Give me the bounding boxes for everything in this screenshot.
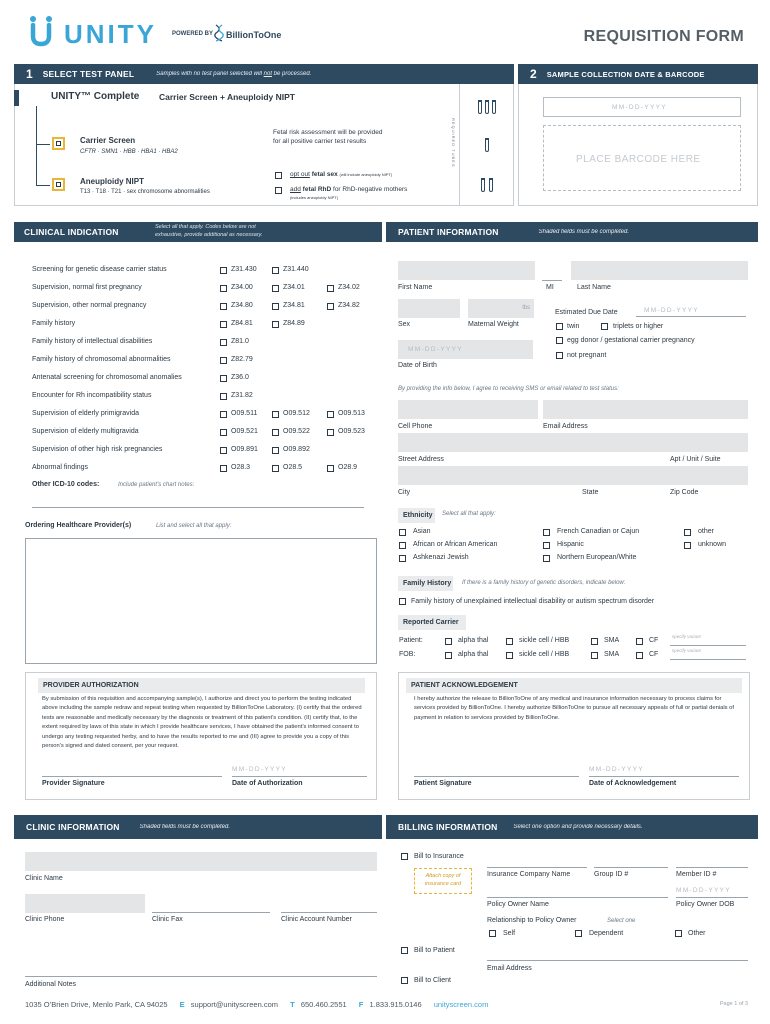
provider-list-box[interactable] [25,538,377,664]
policy-owner-dob-line[interactable] [676,897,748,898]
email-label: Email Address [543,423,588,430]
carrier-option-checkbox[interactable] [445,652,452,659]
ethnicity-checkbox[interactable] [684,529,691,536]
carrier-screen-checkbox[interactable] [52,137,65,150]
mi-field[interactable] [542,280,562,281]
icd-code-label: Z31.430 [231,266,257,273]
carrier-note-1: Fetal risk assessment will be provided [273,129,383,136]
icd-code-checkbox[interactable] [272,429,279,436]
specify-variant-line[interactable] [670,659,746,660]
carrier-option-label: alpha thal [458,637,489,644]
insurance-company-line[interactable] [487,867,587,868]
ethnicity-label: African or African American [413,541,498,548]
city-label: City [398,489,411,496]
barcode-area: PLACE BARCODE HERE [543,125,741,191]
bill-client-label: Bill to Client [414,977,451,984]
ethnicity-label: Hispanic [557,541,584,548]
family-history-checkbox[interactable] [399,598,406,605]
icd-row-label: Supervision, normal first pregnancy [32,284,142,291]
icd-code-label: Z84.89 [283,320,305,327]
icd-code-checkbox[interactable] [272,303,279,310]
insurance-card-box[interactable]: Attach copy of insurance card [414,868,472,894]
egg-donor-label: egg donor / gestational carrier pregnancy [567,337,695,344]
section-note: Shaded fields must be completed. [139,824,231,830]
icd-row-label: Supervision of elderly multigravida [32,428,139,435]
section-number: 2 [530,67,537,81]
clinical-note-1: Select all that apply. Codes below are not [155,224,256,230]
icd-code-checkbox[interactable] [272,285,279,292]
icd-code-label: O09.523 [338,428,365,435]
icd-code-label: O09.511 [231,410,258,417]
billing-email-line[interactable] [487,960,748,961]
clinic-fax-label: Clinic Fax [152,916,183,923]
dependent-checkbox[interactable] [575,930,582,937]
other-relationship-label: Other [688,930,706,937]
opt-out-fetal-sex-checkbox[interactable] [275,172,282,179]
add-fetal-rhd-label: add fetal RhD for RhD-negative mothers [290,186,408,193]
street-address-field[interactable] [398,433,748,452]
authorization-date-placeholder: MM-DD-YYYY [232,766,287,773]
self-label: Self [503,930,516,937]
bill-insurance-checkbox[interactable] [401,853,408,860]
icd-code-label: Z34.00 [231,284,253,291]
self-checkbox[interactable] [489,930,496,937]
clinical-note-2: exhaustive, provide additional as necessary. [155,232,263,238]
icd-row-label: Screening for genetic disease carrier status [32,266,167,273]
carrier-option-checkbox[interactable] [636,638,643,645]
acknowledgement-date-placeholder: MM-DD-YYYY [589,766,644,773]
icd-code-checkbox[interactable] [220,285,227,292]
icd-code-label: Z31.82 [231,392,253,399]
collection-date-field[interactable]: MM-DD-YYYY [543,97,741,117]
egg-donor-checkbox[interactable] [556,337,563,344]
icd-code-checkbox[interactable] [327,465,334,472]
dna-icon [214,24,224,42]
section-note: Shaded fields must be completed. [538,229,629,235]
add-fetal-rhd-small: (includes aneuploidy NIPT) [290,195,339,200]
icd-code-checkbox[interactable] [220,465,227,472]
last-name-field[interactable] [571,261,748,280]
icd-code-label: Z36.0 [231,374,249,381]
icd-code-label: Z34.80 [231,302,253,309]
zip-label: Zip Code [670,489,699,496]
provider-signature-label: Provider Signature [42,780,105,787]
nipt-desc: T13 · T18 · T21 · sex chromosome abnormalities [80,189,210,195]
unity-complete-desc: Carrier Screen + Aneuploidy NIPT [159,92,295,102]
member-id-line[interactable] [676,867,748,868]
icd-code-checkbox[interactable] [220,375,227,382]
cell-phone-label: Cell Phone [398,423,433,430]
section-title: PATIENT INFORMATION [398,227,499,237]
policy-owner-dob-label: Policy Owner DOB [676,901,735,908]
ethnicity-label: Asian [413,528,431,535]
carrier-option-label: sickle cell / HBB [519,651,570,658]
twin-checkbox[interactable] [556,323,563,330]
icd-code-label: Z81.0 [231,338,249,345]
icd-code-checkbox[interactable] [220,393,227,400]
icd-row-label: Family history of intellectual disabilities [32,338,153,345]
unity-complete-title: UNITY™ Complete [51,91,140,102]
authorization-date-label: Date of Authorization [232,780,303,787]
ethnicity-checkbox[interactable] [399,529,406,536]
footer-fax: 1.833.915.0146 [369,1000,422,1009]
clinic-phone-field[interactable] [25,894,145,913]
icd-code-label: O09.892 [283,446,310,453]
relationship-select-note: Select one [607,918,636,924]
icd-code-label: O28.3 [231,464,251,471]
specify-variant-line[interactable] [670,645,746,646]
icd-code-checkbox[interactable] [327,285,334,292]
ethnicity-checkbox[interactable] [399,555,406,562]
policy-owner-label: Policy Owner Name [487,901,549,908]
street-address-label: Street Address [398,456,444,463]
add-fetal-rhd-checkbox[interactable] [275,187,282,194]
unity-complete-row [14,90,459,106]
other-relationship-checkbox[interactable] [675,930,682,937]
icd-code-checkbox[interactable] [327,429,334,436]
ethnicity-checkbox[interactable] [399,542,406,549]
powered-by: POWERED BY [172,31,214,37]
family-history-label: Family history of unexplained intellectual disability or autism spectrum disorder [411,598,655,605]
patient-information-header [386,222,758,242]
clinic-name-label: Clinic Name [25,875,63,882]
icd-code-label: Z82.79 [231,356,253,363]
clinic-name-field[interactable] [25,852,377,871]
ethnicity-checkbox[interactable] [543,542,550,549]
ethnicity-note: Select all that apply: [442,511,496,517]
footer-phone: 650.460.2551 [300,1000,347,1009]
family-history-note: If there is a family history of genetic disorders, indicate below: [462,580,626,586]
provider-signature-line[interactable] [42,776,222,777]
carrier-option-checkbox[interactable] [591,652,598,659]
icd-code-label: Z34.82 [338,302,360,309]
specify-variant-placeholder: specify variant [672,634,701,639]
other-icd-note: Include patient’s chart notes: [118,482,195,488]
section-collection-header [518,64,758,84]
icd-code-checkbox[interactable] [327,303,334,310]
first-name-field[interactable] [398,261,535,280]
sex-label: Sex [398,321,411,328]
email-icon: E [179,1000,185,1009]
form-title: REQUISITION FORM [583,28,744,45]
due-date-field[interactable] [636,316,746,317]
due-date-placeholder: MM-DD-YYYY [644,307,699,314]
mi-label: MI [546,284,554,291]
clinic-account-label: Clinic Account Number [281,916,352,923]
bill-patient-checkbox[interactable] [401,947,408,954]
section-title: CLINIC INFORMATION [26,822,120,832]
family-history-heading: Family History [398,576,453,591]
patient-acknowledgement-text: I hereby authorize the release to BillionToOne of any medical and insurance information necessary to process claims for services provided by BillionToOne. I hereby authorize BillionToOne to pursue all necessary appeals of full or partial denials of payment in relation to services provided by BillionToOne. [414,696,734,721]
ethnicity-label: Northern European/White [557,554,637,561]
icd-row-label: Family history [32,320,76,327]
icd-row-label: Supervision of elderly primigravida [32,410,139,417]
carrier-patient-label: Patient: [399,637,423,644]
bill-patient-label: Bill to Patient [414,947,455,954]
sex-field[interactable] [398,299,460,318]
icd-code-checkbox[interactable] [220,303,227,310]
clinic-phone-label: Clinic Phone [25,916,65,923]
triplets-label: triplets or higher [613,323,664,330]
carrier-option-label: alpha thal [458,651,489,658]
ethnicity-checkbox[interactable] [684,542,691,549]
provider-authorization-title: PROVIDER AUTHORIZATION [38,678,365,693]
bill-insurance-label: Bill to Insurance [414,853,464,860]
section-title: CLINICAL INDICATION [24,227,119,237]
provider-list-label: Ordering Healthcare Provider(s) [25,522,132,529]
section-title: BILLING INFORMATION [398,822,498,832]
carrier-option-label: sickle cell / HBB [519,637,570,644]
additional-notes-field[interactable] [25,976,377,977]
dob-label: Date of Birth [398,362,437,369]
page-number: Page 1 of 3 [719,1001,748,1007]
patient-signature-line[interactable] [414,776,579,777]
acknowledgement-date-label: Date of Acknowledgement [589,780,677,787]
ethnicity-checkbox[interactable] [543,555,550,562]
dependent-label: Dependent [589,930,624,937]
carrier-screen-genes: CFTR · SMN1 · HBB · HBA1 · HBA2 [80,149,178,155]
icd-code-label: O28.5 [283,464,303,471]
icd-code-checkbox[interactable] [272,267,279,274]
icd-code-label: Z34.02 [338,284,360,291]
reported-carrier-heading: Reported Carrier [398,615,466,630]
footer-address: 1035 O’Brien Drive, Menlo Park, CA 94025 [25,1000,168,1009]
tree-line [36,106,37,186]
partner-name: BillionToOne [226,30,282,40]
section-note: Samples with no test panel selected will not be processed. [156,71,312,77]
due-date-label: Estimated Due Date [555,309,618,316]
cell-phone-field[interactable] [398,400,538,419]
carrier-option-checkbox[interactable] [591,638,598,645]
first-name-label: First Name [398,284,433,291]
section-title: SAMPLE COLLECTION DATE & BARCODE [546,69,705,79]
clinic-fax-field[interactable] [152,912,270,913]
icd-row-label: Antenatal screening for chromosomal anomalies [32,374,182,381]
footer-website[interactable]: unityscreen.com [433,1000,489,1009]
other-icd-line[interactable] [32,507,364,508]
nipt-title: Aneuploidy NIPT [80,177,144,186]
carrier-option-label: SMA [604,651,620,658]
icd-code-checkbox[interactable] [272,465,279,472]
icd-code-checkbox[interactable] [220,321,227,328]
icd-code-checkbox[interactable] [272,447,279,454]
carrier-option-label: SMA [604,637,620,644]
section-test-panel-header [14,64,514,84]
not-pregnant-label: not pregnant [567,352,607,359]
sms-consent-note: By providing the info below, I agree to receiving SMS or email related to test status: [398,386,619,392]
icd-code-label: O28.9 [338,464,358,471]
patient-signature-label: Patient Signature [414,780,472,787]
icd-row-label: Family history of chromosomal abnormalities [32,356,171,363]
carrier-option-checkbox[interactable] [636,652,643,659]
brand-name: UNITY [64,19,157,49]
maternal-weight-label: Maternal Weight [468,321,519,328]
triplets-checkbox[interactable] [601,323,608,330]
member-id-label: Member ID # [676,871,717,878]
ethnicity-heading: Ethnicity [398,508,435,523]
carrier-fob-label: FOB: [399,651,416,658]
phone-icon: T [290,1000,295,1009]
section-title: SELECT TEST PANEL [42,69,135,79]
footer-email[interactable]: support@unityscreen.com [190,1000,279,1009]
icd-row-label: Encounter for Rh incompatibility status [32,392,152,399]
insurance-company-label: Insurance Company Name [487,871,571,878]
not-pregnant-checkbox[interactable] [556,352,563,359]
unity-logo-icon [24,14,58,48]
icd-code-checkbox[interactable] [272,321,279,328]
icd-code-checkbox[interactable] [220,267,227,274]
opt-out-fetal-sex-label: opt out fetal sex (will include aneuploidy NIPT) [290,171,393,178]
state-label: State [582,489,599,496]
ethnicity-label: Ashkenazi Jewish [413,554,469,561]
billing-email-label: Email Address [487,965,532,972]
icd-code-checkbox[interactable] [220,447,227,454]
icd-code-label: Z31.440 [283,266,309,273]
icd-row-label: Abnormal findings [32,464,89,471]
aneuploidy-nipt-checkbox[interactable] [52,178,65,191]
icd-code-checkbox[interactable] [220,411,227,418]
twin-label: twin [567,323,580,330]
ethnicity-label: other [698,528,714,535]
billing-information-header [386,815,758,839]
carrier-option-checkbox[interactable] [506,638,513,645]
relationship-label: Relationship to Policy Owner [487,917,577,924]
email-field[interactable] [543,400,748,419]
section-note: Select one option and provide necessary details. [513,824,643,830]
provider-authorization-text: By submission of this requisition and accompanying sample(s), I authorize and direct you to perform the testing indicated above including the sample redraw and repeat testing when requested by BillionToOne Laboratory. (I) certify that the ordered tests are reasonable and medically necessary by the diagnosis or treatment of this patient’s condition. (II) certify that, to the extent required by laws of this state in which I provide healthcare services, I have obtained the patient’s informed consent to undergo any testing requested herby, and to have the results reported to me and (III) agree to provide you a copy of this person’s signed and dated consent, per your request. [42,696,362,750]
patient-acknowledgement-title: PATIENT ACKNOWLEDGEMENT [406,678,742,693]
group-id-label: Group ID # [594,871,629,878]
icd-code-label: O09.522 [283,428,310,435]
icd-row-label: Supervision, other normal pregnancy [32,302,147,309]
specify-variant-placeholder: specify variant [672,648,701,653]
icd-code-label: Z84.81 [231,320,253,327]
icd-row-label: Supervision of other high risk pregnancies [32,446,163,453]
group-id-line[interactable] [594,867,668,868]
icd-code-checkbox[interactable] [327,411,334,418]
carrier-option-checkbox[interactable] [445,638,452,645]
dob-field[interactable]: MM-DD-YYYY [398,340,533,359]
carrier-note-2: for all positive carrier test results [273,138,367,145]
carrier-option-label: CF [649,651,659,658]
fax-icon: F [358,1000,364,1009]
additional-notes-label: Additional Notes [25,981,76,988]
policy-owner-dob-placeholder: MM-DD-YYYY [676,887,731,894]
footer [25,1000,488,1009]
policy-owner-line[interactable] [487,897,668,898]
ethnicity-label: French Canadian or Cajun [557,528,640,535]
icd-code-label: O09.512 [283,410,310,417]
carrier-option-checkbox[interactable] [506,652,513,659]
authorization-date-line[interactable] [232,776,367,777]
section-number: 1 [26,67,33,81]
ethnicity-checkbox[interactable] [543,529,550,536]
icd-code-checkbox[interactable] [220,357,227,364]
clinic-information-header [14,815,382,839]
carrier-option-label: CF [649,637,659,644]
acknowledgement-date-line[interactable] [589,776,739,777]
icd-code-checkbox[interactable] [220,429,227,436]
bill-client-checkbox[interactable] [401,977,408,984]
icd-code-label: Z34.01 [283,284,305,291]
ethnicity-label: unknown [698,541,727,548]
icd-code-label: O09.513 [338,410,365,417]
carrier-screen-title: Carrier Screen [80,136,136,145]
required-tubes-label: REQUIRED TUBES [451,118,456,168]
icd-code-checkbox[interactable] [272,411,279,418]
provider-list-note: List and select all that apply: [156,523,232,529]
icd-code-label: O09.521 [231,428,258,435]
icd-code-label: Z34.81 [283,302,305,309]
clinic-account-field[interactable] [281,912,377,913]
city-state-zip-field[interactable] [398,466,748,485]
icd-code-label: O09.891 [231,446,258,453]
last-name-label: Last Name [577,284,611,291]
icd-code-checkbox[interactable] [220,339,227,346]
other-icd-label: Other ICD-10 codes: [32,481,100,488]
apt-label: Apt / Unit / Suite [670,456,721,463]
maternal-weight-field[interactable]: lbs [468,299,534,318]
